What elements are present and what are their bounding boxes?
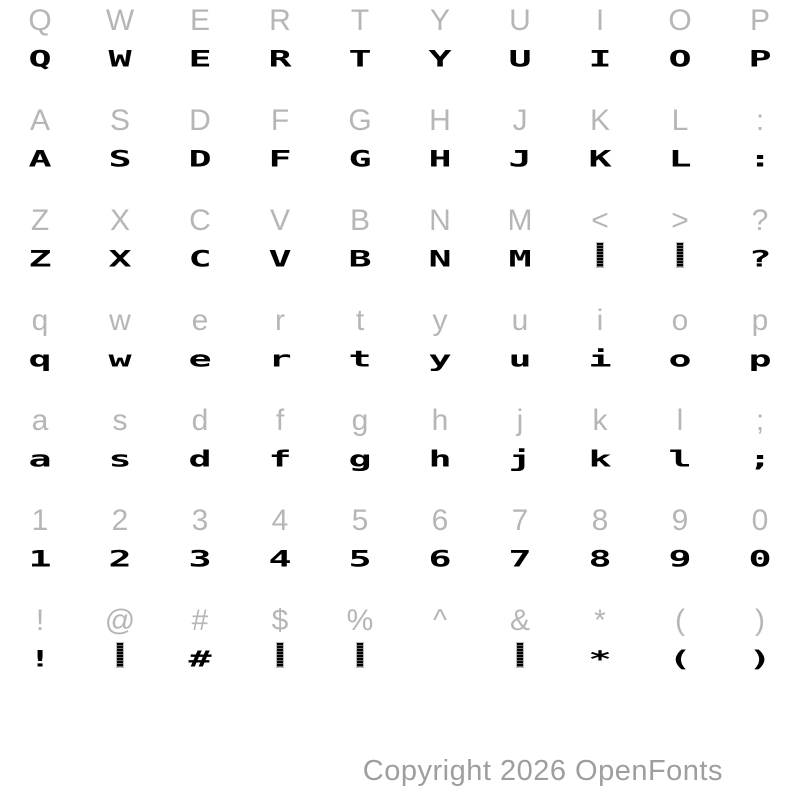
reference-glyph: 0	[751, 504, 769, 537]
font-glyph: ;	[748, 446, 772, 473]
font-glyph-cell	[320, 142, 400, 179]
reference-glyph: s	[112, 404, 128, 437]
notdef-glyph	[516, 642, 524, 668]
font-glyph-cell	[480, 242, 560, 281]
reference-row	[0, 100, 800, 142]
reference-glyph: Y	[429, 4, 450, 37]
font-glyph: W	[108, 46, 132, 73]
reference-glyph: I	[595, 4, 605, 37]
reference-glyph: P	[749, 4, 770, 37]
font-glyph: B	[348, 246, 372, 273]
font-row	[0, 42, 800, 79]
reference-glyph: O	[668, 4, 692, 37]
reference-glyph: <	[591, 204, 609, 237]
reference-glyph: $	[271, 604, 289, 637]
reference-glyph: W	[105, 4, 135, 37]
reference-row	[0, 0, 800, 42]
font-glyph-cell	[560, 342, 640, 379]
copyright-text: Copyright 2026 OpenFonts	[362, 755, 723, 787]
reference-glyph: F	[270, 104, 290, 137]
font-glyph: T	[348, 46, 372, 73]
font-glyph-cell	[240, 42, 320, 79]
reference-glyph: Z	[30, 204, 50, 237]
font-glyph: t	[348, 346, 372, 373]
font-glyph-cell	[640, 242, 720, 281]
reference-glyph: !	[35, 604, 45, 637]
font-glyph: k	[588, 446, 612, 473]
font-glyph: g	[348, 446, 372, 473]
reference-glyph: L	[671, 104, 689, 137]
font-glyph: 0	[748, 546, 772, 573]
font-glyph: Y	[428, 46, 452, 73]
reference-glyph: u	[511, 304, 529, 337]
font-glyph-cell	[400, 342, 480, 379]
font-glyph-cell	[240, 642, 320, 681]
font-glyph-cell	[560, 42, 640, 79]
font-glyph-cell	[0, 442, 80, 479]
font-glyph-cell	[160, 642, 240, 681]
font-glyph: 2	[108, 546, 132, 573]
reference-glyph: i	[596, 304, 604, 337]
notdef-glyph	[676, 242, 684, 268]
font-glyph: Z	[28, 246, 52, 273]
font-glyph-cell	[560, 542, 640, 579]
reference-glyph: C	[189, 204, 211, 237]
reference-glyph: f	[275, 404, 285, 437]
reference-glyph: e	[191, 304, 209, 337]
font-glyph: 8	[588, 546, 612, 573]
reference-row	[0, 300, 800, 342]
font-glyph-cell	[720, 542, 800, 579]
reference-glyph: d	[191, 404, 209, 437]
font-glyph-cell	[400, 442, 480, 479]
font-glyph-cell	[160, 142, 240, 179]
reference-glyph: ^	[432, 604, 448, 637]
font-glyph-cell	[400, 542, 480, 579]
font-glyph-cell	[480, 142, 560, 179]
font-glyph: A	[28, 146, 52, 173]
reference-glyph: A	[29, 104, 50, 137]
font-glyph: i	[588, 346, 612, 373]
reference-glyph: (	[675, 604, 685, 637]
font-glyph-cell	[480, 342, 560, 379]
glyph-row-pair	[0, 0, 800, 100]
font-glyph-cell	[160, 42, 240, 79]
font-glyph: 6	[428, 546, 452, 573]
font-glyph: w	[108, 346, 132, 373]
font-glyph: s	[108, 446, 132, 473]
notdef-glyph	[596, 242, 604, 268]
font-glyph: X	[108, 246, 132, 273]
glyph-row-pair	[0, 100, 800, 200]
font-glyph-cell	[720, 242, 800, 281]
font-glyph: o	[668, 346, 692, 373]
reference-glyph: U	[509, 4, 531, 37]
reference-glyph: V	[269, 204, 290, 237]
reference-glyph: Q	[28, 4, 52, 37]
font-glyph: U	[508, 46, 532, 73]
font-glyph: K	[588, 146, 612, 173]
font-glyph-cell	[80, 642, 160, 681]
reference-glyph: B	[349, 204, 370, 237]
font-glyph-cell	[640, 642, 720, 681]
font-glyph-cell	[240, 542, 320, 579]
glyph-row-pair	[0, 200, 800, 300]
font-glyph-cell	[400, 142, 480, 179]
notdef-glyph	[276, 642, 284, 668]
reference-glyph: 4	[271, 504, 289, 537]
font-glyph: f	[268, 446, 292, 473]
reference-glyph: 5	[351, 504, 369, 537]
reference-glyph: %	[346, 604, 374, 637]
font-glyph-cell	[720, 642, 800, 681]
font-glyph-cell	[720, 442, 800, 479]
font-glyph-cell	[240, 242, 320, 281]
reference-glyph: 3	[191, 504, 209, 537]
font-glyph: 3	[188, 546, 212, 573]
font-glyph: :	[748, 146, 772, 173]
reference-glyph: J	[512, 104, 528, 137]
empty-glyph-cell	[400, 642, 480, 681]
font-glyph-cell	[400, 42, 480, 79]
font-glyph: 1	[28, 546, 52, 573]
reference-glyph: >	[671, 204, 689, 237]
glyph-row-pair	[0, 300, 800, 400]
font-glyph: a	[28, 446, 52, 473]
font-glyph: e	[188, 346, 212, 373]
font-glyph: 7	[508, 546, 532, 573]
font-glyph: ?	[748, 246, 772, 273]
reference-glyph: r	[275, 304, 285, 337]
reference-glyph: 2	[111, 504, 129, 537]
font-glyph-cell	[320, 242, 400, 281]
font-glyph-cell	[560, 242, 640, 281]
font-glyph: H	[428, 146, 452, 173]
font-glyph: V	[268, 246, 292, 273]
font-glyph-cell	[320, 642, 400, 681]
font-glyph-cell	[0, 642, 80, 681]
reference-glyph: M	[507, 204, 533, 237]
font-row	[0, 542, 800, 579]
font-glyph-cell	[480, 642, 560, 681]
reference-glyph: 6	[431, 504, 449, 537]
font-glyph-cell	[320, 342, 400, 379]
font-glyph: I	[588, 46, 612, 73]
glyph-row-pair	[0, 500, 800, 600]
font-glyph: D	[188, 146, 212, 173]
reference-glyph: G	[348, 104, 372, 137]
font-glyph-cell	[640, 42, 720, 79]
font-glyph: *	[588, 646, 612, 673]
font-glyph: 5	[348, 546, 372, 573]
reference-glyph: :	[755, 104, 765, 137]
font-glyph-cell	[80, 242, 160, 281]
font-glyph-cell	[480, 442, 560, 479]
notdef-glyph	[116, 642, 124, 668]
font-glyph: d	[188, 446, 212, 473]
reference-glyph: j	[516, 404, 524, 437]
font-glyph: O	[668, 46, 692, 73]
reference-glyph: h	[431, 404, 449, 437]
font-glyph: R	[268, 46, 292, 73]
font-glyph-cell	[720, 42, 800, 79]
font-glyph: r	[268, 346, 292, 373]
reference-glyph: 8	[591, 504, 609, 537]
font-row	[0, 442, 800, 479]
font-glyph: (	[668, 646, 692, 673]
font-glyph-cell	[560, 442, 640, 479]
font-glyph: M	[508, 246, 532, 273]
glyph-row-pair	[0, 400, 800, 500]
reference-glyph: S	[109, 104, 130, 137]
reference-glyph: t	[355, 304, 365, 337]
reference-glyph: 1	[31, 504, 49, 537]
font-glyph: j	[508, 446, 532, 473]
font-glyph-cell	[640, 142, 720, 179]
reference-glyph: o	[671, 304, 689, 337]
reference-glyph: &	[509, 604, 530, 637]
font-glyph: N	[428, 246, 452, 273]
reference-row	[0, 600, 800, 642]
font-glyph: E	[188, 46, 212, 73]
font-glyph: !	[28, 646, 52, 673]
reference-row	[0, 200, 800, 242]
font-glyph: q	[28, 346, 52, 373]
font-glyph-cell	[320, 42, 400, 79]
reference-glyph: ?	[751, 204, 769, 237]
font-glyph-cell	[80, 342, 160, 379]
reference-glyph: y	[432, 304, 448, 337]
font-glyph-cell	[160, 242, 240, 281]
font-glyph: F	[268, 146, 292, 173]
font-glyph-cell	[320, 542, 400, 579]
glyph-row-pair	[0, 600, 800, 700]
font-glyph: 4	[268, 546, 292, 573]
reference-row	[0, 500, 800, 542]
reference-glyph: 9	[671, 504, 689, 537]
font-glyph-cell	[240, 442, 320, 479]
font-glyph-cell	[160, 442, 240, 479]
font-glyph: Q	[28, 46, 52, 73]
font-glyph-cell	[480, 542, 560, 579]
reference-glyph: 7	[511, 504, 529, 537]
font-glyph: S	[108, 146, 132, 173]
font-glyph: l	[668, 446, 692, 473]
font-glyph: G	[348, 146, 372, 173]
font-glyph: #	[188, 646, 212, 673]
reference-glyph: a	[31, 404, 49, 437]
font-glyph-cell	[560, 642, 640, 681]
font-glyph-cell	[640, 342, 720, 379]
font-glyph-cell	[80, 142, 160, 179]
font-row	[0, 642, 800, 681]
font-glyph-cell	[80, 442, 160, 479]
reference-glyph: *	[594, 604, 606, 637]
reference-glyph: l	[676, 404, 684, 437]
font-row	[0, 342, 800, 379]
reference-glyph: q	[31, 304, 49, 337]
font-glyph: L	[668, 146, 692, 173]
reference-glyph: k	[592, 404, 608, 437]
font-glyph-cell	[240, 342, 320, 379]
font-glyph: h	[428, 446, 452, 473]
notdef-glyph	[356, 642, 364, 668]
font-glyph-cell	[160, 342, 240, 379]
font-row	[0, 242, 800, 281]
font-glyph-cell	[320, 442, 400, 479]
reference-row	[0, 400, 800, 442]
font-glyph: J	[508, 146, 532, 173]
font-glyph-cell	[0, 342, 80, 379]
reference-glyph: @	[104, 604, 136, 637]
reference-glyph: E	[189, 4, 210, 37]
reference-glyph: g	[351, 404, 369, 437]
reference-glyph: #	[191, 604, 209, 637]
font-glyph: C	[188, 246, 212, 273]
font-glyph: )	[748, 646, 772, 673]
font-glyph-cell	[480, 42, 560, 79]
font-glyph: 9	[668, 546, 692, 573]
reference-glyph: X	[109, 204, 130, 237]
reference-glyph: D	[189, 104, 211, 137]
font-glyph-cell	[720, 142, 800, 179]
font-glyph-cell	[560, 142, 640, 179]
font-glyph: P	[748, 46, 772, 73]
reference-glyph: )	[755, 604, 765, 637]
font-glyph: y	[428, 346, 452, 373]
font-glyph-cell	[0, 542, 80, 579]
reference-glyph: ;	[755, 404, 765, 437]
font-glyph-cell	[80, 542, 160, 579]
font-glyph-cell	[400, 242, 480, 281]
font-glyph-cell	[640, 442, 720, 479]
reference-glyph: N	[429, 204, 451, 237]
font-glyph-cell	[240, 142, 320, 179]
font-glyph-cell	[0, 142, 80, 179]
font-row	[0, 142, 800, 179]
reference-glyph: p	[751, 304, 769, 337]
font-glyph-cell	[720, 342, 800, 379]
font-glyph-cell	[0, 242, 80, 281]
reference-glyph: T	[350, 4, 370, 37]
font-glyph: p	[748, 346, 772, 373]
reference-glyph: R	[269, 4, 291, 37]
font-glyph-cell	[640, 542, 720, 579]
reference-glyph: w	[109, 304, 131, 337]
font-glyph-cell	[80, 42, 160, 79]
reference-glyph: K	[589, 104, 610, 137]
font-glyph-cell	[160, 542, 240, 579]
font-glyph-cell	[0, 42, 80, 79]
font-glyph: u	[508, 346, 532, 373]
reference-glyph: H	[429, 104, 451, 137]
